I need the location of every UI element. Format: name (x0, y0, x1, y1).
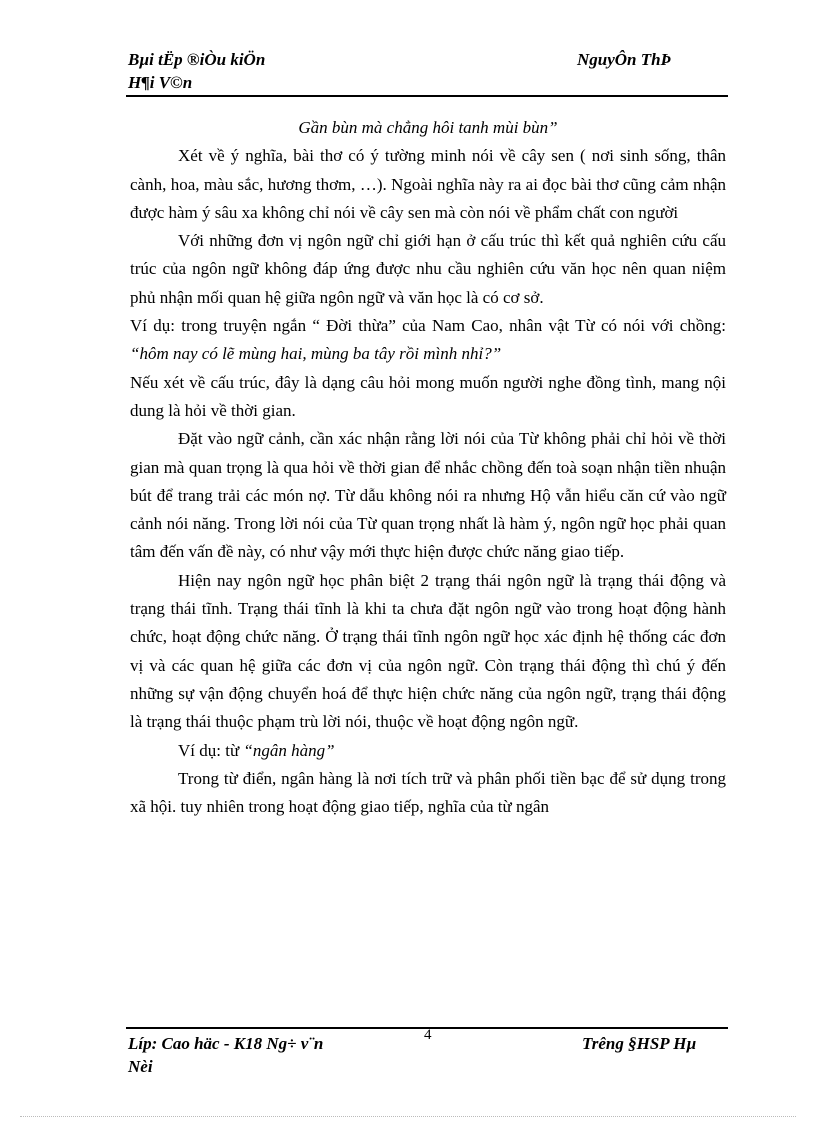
paragraph-5: Đặt vào ngữ cảnh, cần xác nhận rằng lời nói của Từ không phải chỉ hỏi về thời gian mà quan trọng là qua hỏi về thời gian để nhắc chồng đến toà soạn nhận tiền nhuận bút để trang trải các món nợ. Từ dẫu không nói ra nhưng Hộ vẫn hiểu căn cứ vào ngữ cảnh nói năng. Trong lời nói của Từ quan trọng nhất là hàm ý, ngôn ngữ học phải quan tâm đến vấn đề này, có như vậy mới thực hiện được chức năng giao tiếp. (130, 429, 726, 562)
paragraph-3 (130, 312, 726, 369)
paragraph-2: Với những đơn vị ngôn ngữ chỉ giới hạn ở cấu trúc thì kết quả nghiên cứu cấu trúc của ngôn ngữ không đáp ứng được nhu cầu nghiên cứu văn học nên quan niệm phủ nhận mối quan hệ giữa ngôn ngữ và văn học là có cơ sở. (130, 231, 726, 307)
footer-left-line2: Nèi (128, 1057, 153, 1076)
paragraph-8: Trong từ điển, ngân hàng là nơi tích trữ và phân phối tiền bạc để sử dụng trong xã hội. tuy nhiên trong hoạt động giao tiếp, nghĩa của từ ngân (130, 768, 726, 817)
paragraph-7 (130, 737, 726, 765)
paragraph-7-text: Ví dụ: từ (178, 740, 244, 760)
page-number: 4 (424, 1027, 432, 1043)
quote-line: Gần bùn mà chẳng hôi tanh mùi bùn” (298, 118, 558, 137)
footer-right: Trêng §HSP Hµ (582, 1034, 697, 1053)
paragraph-3-quote: “hôm nay có lẽ mùng hai, mùng ba tây rồi mình nhỉ?” (130, 344, 502, 364)
document-body (130, 114, 726, 821)
page-bottom-border (20, 1116, 796, 1117)
header-right: NguyÔn ThÞ (577, 50, 671, 69)
paragraph-4: Nếu xét về cấu trúc, đây là dạng câu hỏi mong muốn người nghe đồng tình, mang nội dung là hỏi về thời gian. (130, 372, 726, 420)
header-left-line2: H¶i V©n (128, 73, 193, 92)
paragraph-7-quote: “ngân hàng” (243, 740, 335, 760)
paragraph-6: Hiện nay ngôn ngữ học phân biệt 2 trạng thái ngôn ngữ là trạng thái động và trạng thái tĩnh. Trạng thái tĩnh là khi ta chưa đặt ngôn ngữ vào trong hoạt động hành chức, hoạt động chức năng. Ở trạng thái tĩnh ngôn ngữ học xác định hệ thống các đơn vị và các quan hệ giữa các đơn vị của ngôn ngữ. Còn trạng thái động thì chú ý đến những sự vận động chuyển hoá để thực hiện chức năng của ngôn ngữ, trạng thái động là trạng thái thuộc phạm trù lời nói, thuộc về hoạt động ngôn ngữ. (130, 570, 726, 732)
paragraph-1: Xét về ý nghĩa, bài thơ có ý tường minh nói về cây sen ( nơi sinh sống, thân cành, hoa, màu sắc, hương thơm, …). Ngoài nghĩa này ra ai đọc bài thơ cũng cảm nhận được hàm ý sâu xa không chỉ nói về cây sen mà còn nói về phẩm chất con người (130, 146, 726, 222)
paragraph-3-text: Ví dụ: trong truyện ngắn “ Đời thừa” của Nam Cao, nhân vật Từ có nói với chồng: (130, 316, 726, 336)
header-left-line1: Bµi tËp ®iÒu kiÖn (128, 50, 266, 69)
footer-left-line1: Líp: Cao häc - K18 Ng÷ v¨n (128, 1034, 324, 1053)
header-rule (126, 95, 728, 97)
